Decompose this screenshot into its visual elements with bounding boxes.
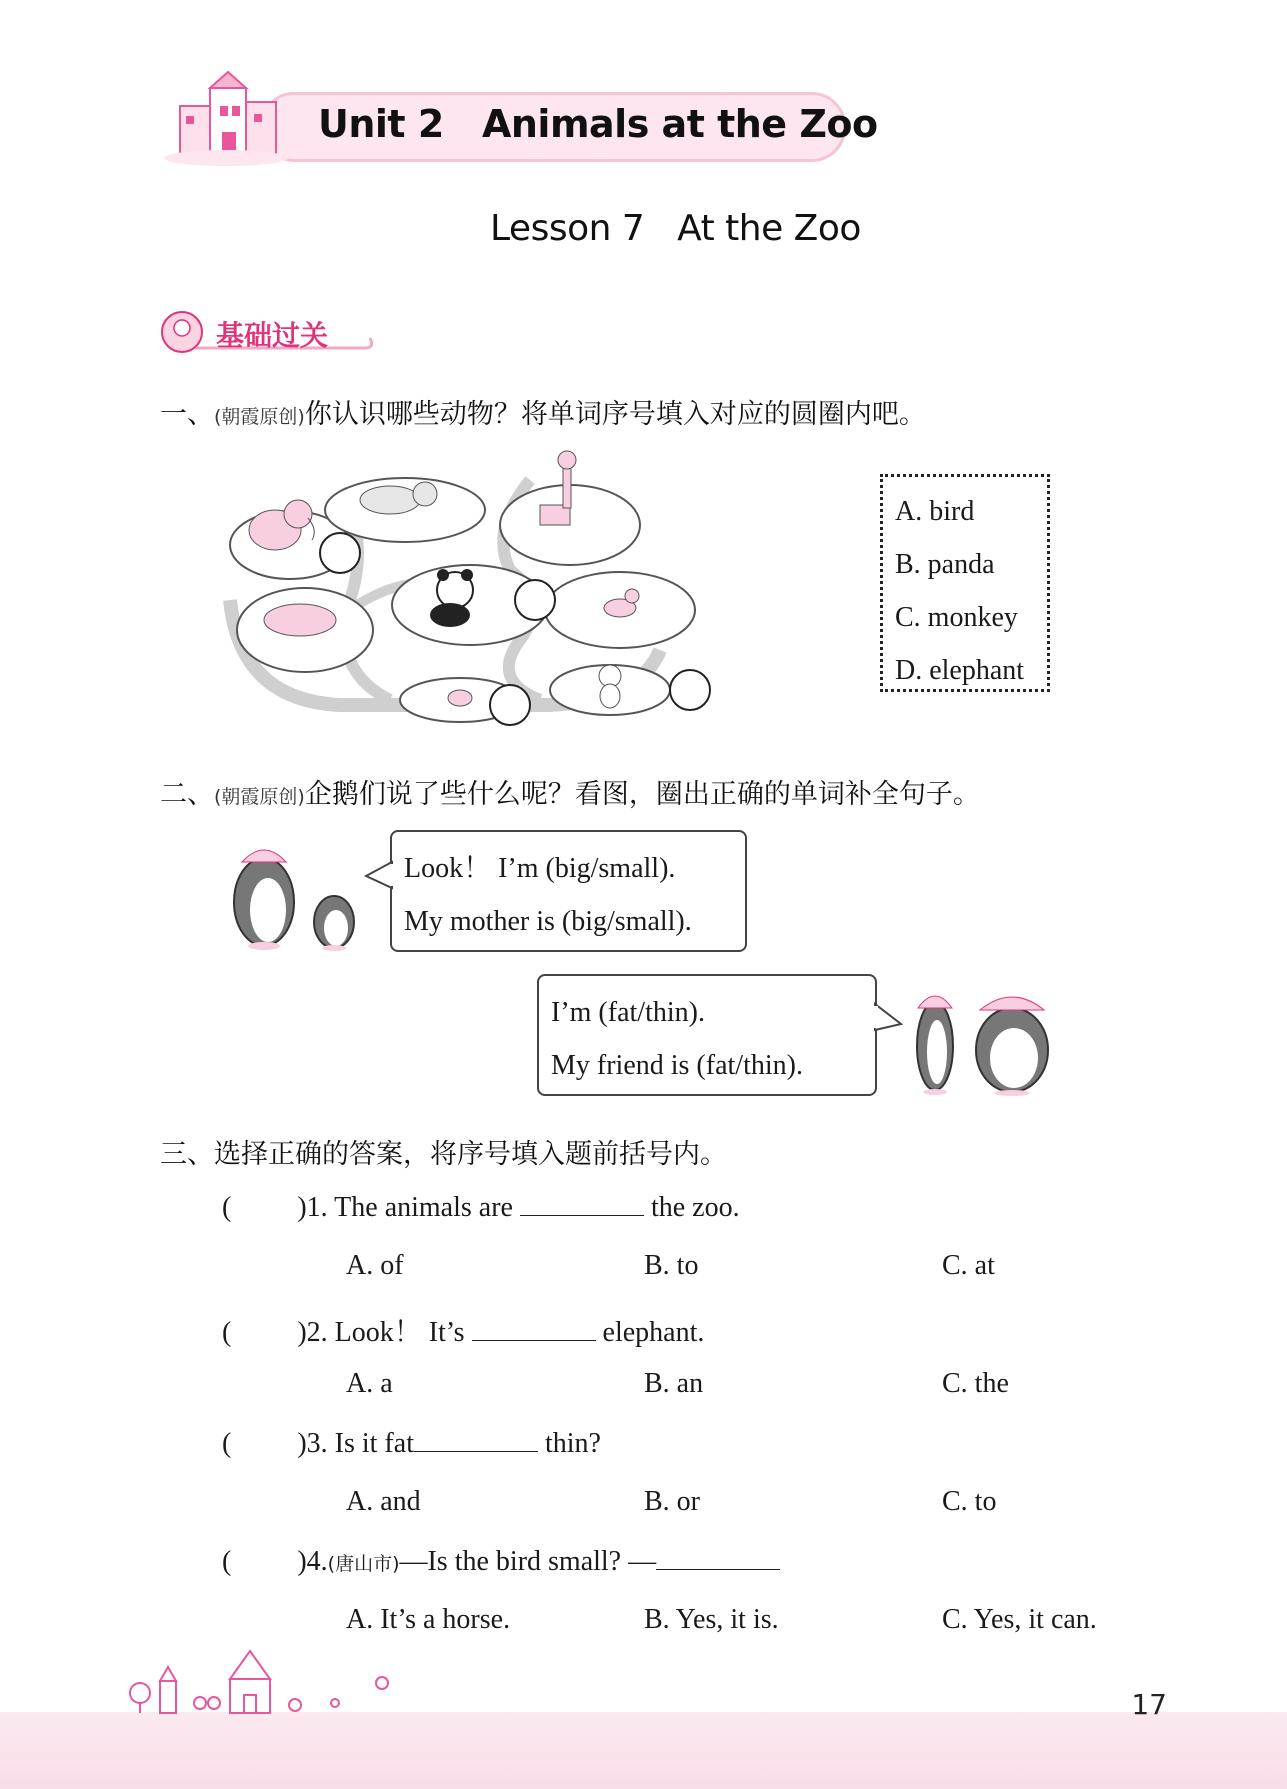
option-c: C. at bbox=[942, 1250, 995, 1281]
item-number: 2. bbox=[306, 1317, 328, 1348]
q3-number: 三、 bbox=[160, 1139, 214, 1170]
fill-blank[interactable] bbox=[414, 1429, 538, 1452]
option-b: B. Yes, it is. bbox=[644, 1604, 779, 1635]
bubble-2-line-1: I’m (fat/thin). bbox=[551, 997, 705, 1028]
word-option: C. monkey bbox=[895, 602, 1018, 633]
q3-text: 选择正确的答案，将序号填入题前括号内。 bbox=[214, 1139, 727, 1170]
option-c: C. Yes, it can. bbox=[942, 1604, 1097, 1635]
bubble-2-tail bbox=[873, 1002, 903, 1032]
answer-paren-close: ) bbox=[297, 1428, 307, 1459]
q3-heading bbox=[160, 1132, 727, 1171]
zoo-map-illustration bbox=[220, 450, 740, 730]
option-a: A. and bbox=[346, 1486, 421, 1517]
q2-heading bbox=[160, 772, 980, 811]
item-text-pre: Is it fat bbox=[334, 1428, 414, 1459]
word-option: B. panda bbox=[895, 549, 995, 580]
q3-item-1 bbox=[222, 1192, 740, 1224]
answer-paren-open[interactable]: ( bbox=[222, 1546, 232, 1577]
penguins-big-small-illustration bbox=[222, 832, 372, 952]
q3-item-3 bbox=[222, 1428, 601, 1460]
q2-number: 二、 bbox=[160, 779, 214, 810]
answer-circle[interactable] bbox=[670, 670, 710, 710]
fill-blank[interactable] bbox=[472, 1318, 596, 1341]
bubble-1-line-2: My mother is (big/small). bbox=[404, 906, 692, 937]
option-a: A. It’s a horse. bbox=[346, 1604, 511, 1635]
footer-band bbox=[0, 1712, 1287, 1789]
fill-blank[interactable] bbox=[656, 1547, 780, 1570]
item-source: (唐山市) bbox=[327, 1553, 400, 1575]
q1-text: 你认识哪些动物？将单词序号填入对应的圆圈内吧。 bbox=[304, 399, 926, 430]
item-text-pre: The animals are bbox=[334, 1192, 513, 1223]
item-text-post: thin? bbox=[544, 1428, 601, 1459]
answer-paren-open[interactable]: ( bbox=[222, 1317, 232, 1348]
bird-figure bbox=[448, 690, 472, 706]
fill-blank[interactable] bbox=[520, 1193, 644, 1216]
town-decoration-icon bbox=[120, 1645, 420, 1715]
speech-bubble-1 bbox=[390, 830, 747, 952]
castle-icon bbox=[160, 66, 290, 166]
hippo-figure bbox=[264, 604, 336, 636]
word-bank-box bbox=[880, 474, 1050, 692]
q2-text: 企鹅们说了些什么呢？看图，圈出正确的单词补全句子。 bbox=[304, 779, 980, 810]
answer-paren-close: ) bbox=[297, 1192, 307, 1223]
unit-title: Unit 2 Animals at the Zoo bbox=[318, 102, 878, 146]
word-option: A. bird bbox=[895, 496, 975, 527]
option-a: A. of bbox=[346, 1250, 404, 1281]
q3-item-2 bbox=[222, 1310, 704, 1350]
page-number: 17 bbox=[1131, 1688, 1167, 1721]
item-text-post: the zoo. bbox=[650, 1192, 740, 1223]
answer-circle[interactable] bbox=[490, 685, 530, 725]
answer-circle[interactable] bbox=[515, 580, 555, 620]
bubble-1-line-1: Look！ I’m (big/small). bbox=[404, 853, 676, 884]
item-text-pre: Look！ It’s bbox=[334, 1317, 465, 1348]
section-tag bbox=[160, 310, 380, 356]
lesson-title: Lesson 7 At the Zoo bbox=[490, 208, 861, 249]
option-b: B. to bbox=[644, 1250, 699, 1281]
answer-paren-open[interactable]: ( bbox=[222, 1428, 232, 1459]
item-number: 1. bbox=[306, 1192, 328, 1223]
option-b: B. an bbox=[644, 1368, 704, 1399]
q1-source: (朝霞原创) bbox=[214, 406, 305, 428]
item-text-post: elephant. bbox=[602, 1317, 705, 1348]
answer-paren-close: ) bbox=[297, 1317, 307, 1348]
q1-number: 一、 bbox=[160, 399, 214, 430]
option-c: C. to bbox=[942, 1486, 997, 1517]
item-number: 4. bbox=[306, 1546, 328, 1577]
bubble-2-line-2: My friend is (fat/thin). bbox=[551, 1050, 803, 1081]
q1-heading bbox=[160, 392, 926, 431]
unit-banner bbox=[160, 86, 878, 166]
q2-source: (朝霞原创) bbox=[214, 786, 305, 808]
speech-bubble-2 bbox=[537, 974, 877, 1096]
answer-circle[interactable] bbox=[320, 533, 360, 573]
section-tag-label: 基础过关 bbox=[216, 319, 329, 352]
option-a: A. a bbox=[346, 1368, 393, 1399]
item-number: 3. bbox=[306, 1428, 328, 1459]
q3-item-4 bbox=[222, 1546, 780, 1578]
option-b: B. or bbox=[644, 1486, 700, 1517]
option-c: C. the bbox=[942, 1368, 1009, 1399]
answer-paren-open[interactable]: ( bbox=[222, 1192, 232, 1223]
answer-paren-close: ) bbox=[297, 1546, 307, 1577]
item-text-pre: —Is the bird small? — bbox=[399, 1546, 657, 1577]
word-option: D. elephant bbox=[895, 655, 1025, 686]
penguins-fat-thin-illustration bbox=[900, 980, 1060, 1100]
bubble-1-tail bbox=[364, 860, 394, 890]
